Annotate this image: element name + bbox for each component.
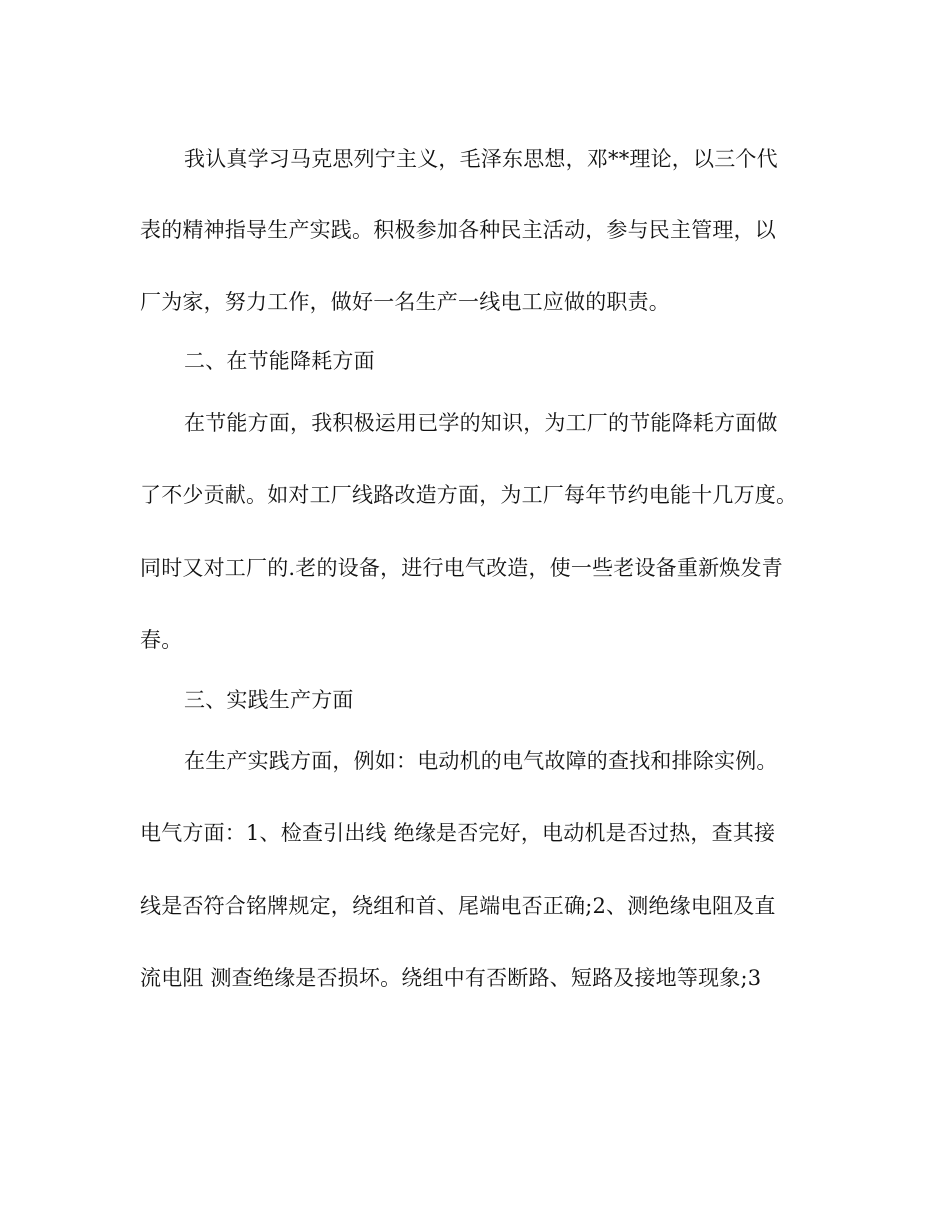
paragraph-line: 在节能方面，我积极运用已学的知识，为工厂的节能降耗方面做 [184,411,778,435]
section-heading: 三、实践生产方面 [184,688,354,712]
paragraph-line: 电气方面：1、检查引出线 绝缘是否完好，电动机是否过热，查其接 [140,821,776,845]
paragraph-line: 同时又对工厂的.老的设备，进行电气改造，使一些老设备重新焕发青 [140,556,783,580]
paragraph-line: 在生产实践方面，例如：电动机的电气故障的查找和排除实例。 [184,749,778,773]
paragraph-line: 厂为家，努力工作，做好一名生产一线电工应做的职责。 [140,290,670,314]
paragraph-line: 线是否符合铭牌规定，绕组和首、尾端电否正确;2、测绝缘电阻及直 [140,894,776,918]
paragraph-line: 表的精神指导生产实践。积极参加各种民主活动，参与民主管理，以 [140,218,776,242]
section-heading: 二、在节能降耗方面 [184,349,375,373]
paragraph-line: 了不少贡献。如对工厂线路改造方面，为工厂每年节约电能十几万度。 [140,483,798,507]
paragraph-line: 春。 [140,628,183,652]
paragraph-line: 流电阻 测查绝缘是否损坏。绕组中有否断路、短路及接地等现象;3 [140,966,762,990]
paragraph-line: 我认真学习马克思列宁主义，毛泽东思想，邓**理论，以三个代 [184,147,778,171]
